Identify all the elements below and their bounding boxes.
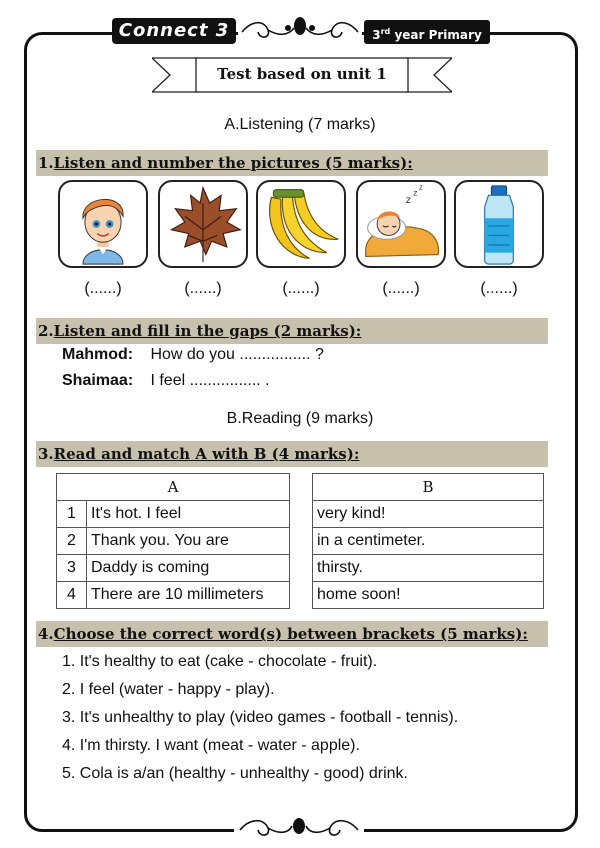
table-a-text: It's hot. I feel <box>87 501 290 528</box>
grade-number: 3 <box>372 28 381 42</box>
picture-2-blank[interactable]: (......) <box>184 280 222 297</box>
bananas-icon <box>258 182 344 266</box>
table-row <box>57 501 290 528</box>
grade-label <box>364 20 490 44</box>
question-3-number: 3. <box>38 445 54 463</box>
table-b-text: thirsty. <box>313 555 544 582</box>
question-3-title <box>38 441 359 467</box>
table-row <box>57 528 290 555</box>
dialog-text-2[interactable]: I feel ................ . <box>150 372 270 389</box>
question-2-text: Listen and fill in the gaps (2 marks): <box>53 322 362 340</box>
table-a-number: 4 <box>57 582 87 609</box>
leaf-icon <box>160 182 246 266</box>
table-a-header: A <box>57 474 290 501</box>
match-table-b <box>312 473 544 609</box>
list-item: 1. It's healthy to eat (cake - chocolate - fruit). <box>62 653 378 670</box>
dialog-line-2 <box>62 372 270 390</box>
question-1-title <box>38 150 413 176</box>
question-4-title <box>38 621 528 647</box>
dialog-speaker-1: Mahmod: <box>62 346 134 363</box>
match-table-a <box>56 473 290 609</box>
table-a-text: There are 10 millimeters <box>87 582 290 609</box>
picture-water-bottle <box>454 180 544 268</box>
grade-suffix: rd <box>380 27 391 36</box>
list-item: 5. Cola is a/an (healthy - unhealthy - good) drink. <box>62 765 408 782</box>
section-a-title: A.Listening (7 marks) <box>224 116 376 133</box>
picture-5-blank[interactable]: (......) <box>480 280 518 297</box>
picture-1-blank[interactable]: (......) <box>84 280 122 297</box>
picture-sleeping-child <box>356 180 446 268</box>
table-a-number: 1 <box>57 501 87 528</box>
table-a-text: Thank you. You are <box>87 528 290 555</box>
question-2-title <box>38 318 361 344</box>
sleeping-child-icon <box>358 182 444 266</box>
ornament-top-icon <box>238 14 362 44</box>
svg-text:z: z <box>413 188 418 198</box>
picture-3-blank[interactable]: (......) <box>282 280 320 297</box>
brand-label: Connect 3 <box>112 18 236 44</box>
question-4-text: Choose the correct word(s) between brackets (5 marks): <box>53 625 528 643</box>
table-row <box>313 582 544 609</box>
list-item: 2. I feel (water - happy - play). <box>62 681 275 698</box>
grade-text: year Primary <box>394 28 482 42</box>
picture-leaf <box>158 180 248 268</box>
table-b-text: home soon! <box>313 582 544 609</box>
table-row <box>313 555 544 582</box>
table-b-text: in a centimeter. <box>313 528 544 555</box>
table-b-text: very kind! <box>313 501 544 528</box>
table-b-header: B <box>313 474 544 501</box>
page-title: Test based on unit 1 <box>217 65 387 83</box>
svg-text:z: z <box>405 195 411 206</box>
water-bottle-icon <box>456 182 542 266</box>
choices-list <box>62 648 458 788</box>
table-row <box>313 528 544 555</box>
svg-text:z: z <box>419 183 423 192</box>
dialog-text-1[interactable]: How do you ................ ? <box>150 346 324 363</box>
dialog-speaker-2: Shaimaa: <box>62 372 134 389</box>
section-b-title: B.Reading (9 marks) <box>226 410 374 427</box>
ornament-bottom-icon <box>234 814 364 842</box>
picture-bananas <box>256 180 346 268</box>
picture-4-blank[interactable]: (......) <box>382 280 420 297</box>
question-4-number: 4. <box>38 625 54 643</box>
table-row <box>57 582 290 609</box>
list-item: 4. I'm thirsty. I want (meat - water - apple). <box>62 737 360 754</box>
question-1-number: 1. <box>38 154 54 172</box>
table-a-text: Daddy is coming <box>87 555 290 582</box>
question-1-text: Listen and number the pictures (5 marks): <box>53 154 413 172</box>
picture-boy <box>58 180 148 268</box>
table-row <box>57 555 290 582</box>
question-2-number: 2. <box>38 322 54 340</box>
question-3-text: Read and match A with B (4 marks): <box>53 445 360 463</box>
boy-icon <box>60 182 146 266</box>
list-item: 3. It's unhealthy to play (video games - football - tennis). <box>62 709 459 726</box>
table-row <box>313 501 544 528</box>
table-a-number: 3 <box>57 555 87 582</box>
dialog-line-1 <box>62 346 324 364</box>
table-a-number: 2 <box>57 528 87 555</box>
